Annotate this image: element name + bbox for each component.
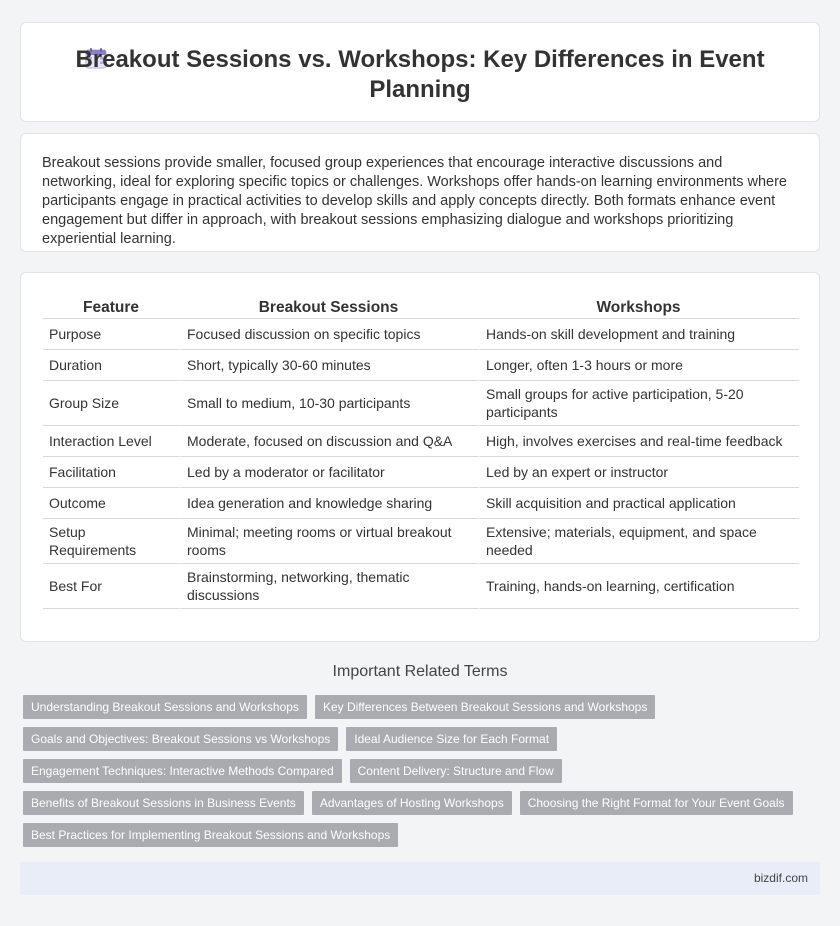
related-term-link[interactable]: Benefits of Breakout Sessions in Business Events [23, 791, 304, 815]
table-row [43, 426, 799, 457]
feature-cell: Setup Requirements [43, 519, 179, 564]
table-header-row [43, 295, 799, 319]
breakout-cell: Brainstorming, networking, thematic discussions [179, 564, 478, 609]
workshop-cell: Longer, often 1-3 hours or more [478, 350, 799, 381]
breakout-cell: Led by a moderator or facilitator [179, 457, 478, 488]
intro-paragraph: Breakout sessions provide smaller, focused group experiences that encourage interactive discussions and networking, ideal for exploring specific topics or challenges. Workshops offer hands-on learning environments where participants engage in practical activities to develop skills and apply concepts directly. Both formats enhance event engagement but differ in approach, with breakout sessions emphasizing dialogue and workshops prioritizing experiential learning. [42, 155, 788, 247]
breakout-cell: Focused discussion on specific topics [179, 319, 478, 350]
breakout-cell: Moderate, focused on discussion and Q&A [179, 426, 478, 457]
feature-cell: Purpose [43, 319, 179, 350]
table-row [43, 319, 799, 350]
breakout-cell: Short, typically 30-60 minutes [179, 350, 478, 381]
comparison-table [43, 295, 799, 609]
header-breakout-sessions: Breakout Sessions [179, 295, 478, 319]
workshop-cell: High, involves exercises and real-time feedback [478, 426, 799, 457]
related-terms-list [23, 695, 823, 847]
header-workshops: Workshops [478, 295, 799, 319]
page-title: Breakout Sessions vs. Workshops: Key Differences in Event Planning [75, 46, 765, 103]
header-feature: Feature [43, 295, 179, 319]
workshop-cell: Small groups for active participation, 5-20 participants [478, 381, 799, 426]
related-term-link[interactable]: Choosing the Right Format for Your Event Goals [520, 791, 793, 815]
related-term-link[interactable]: Content Delivery: Structure and Flow [350, 759, 562, 783]
feature-cell: Outcome [43, 488, 179, 519]
workshop-cell: Skill acquisition and practical application [478, 488, 799, 519]
footer [20, 862, 820, 895]
related-term-link[interactable]: Best Practices for Implementing Breakout Sessions and Workshops [23, 823, 398, 847]
site-link[interactable]: bizdif.com [753, 871, 808, 885]
feature-cell: Group Size [43, 381, 179, 426]
title-card [20, 22, 820, 122]
related-term-link[interactable]: Goals and Objectives: Breakout Sessions vs Workshops [23, 727, 338, 751]
feature-cell: Best For [43, 564, 179, 609]
feature-cell: Interaction Level [43, 426, 179, 457]
workshop-cell: Hands-on skill development and training [478, 319, 799, 350]
feature-cell: Duration [43, 350, 179, 381]
workshop-cell: Led by an expert or instructor [478, 457, 799, 488]
related-terms-heading: Important Related Terms [332, 663, 508, 680]
related-term-link[interactable]: Understanding Breakout Sessions and Workshops [23, 695, 307, 719]
workshop-cell: Extensive; materials, equipment, and space needed [478, 519, 799, 564]
breakout-cell: Minimal; meeting rooms or virtual breakout rooms [179, 519, 478, 564]
breakout-cell: Idea generation and knowledge sharing [179, 488, 478, 519]
related-term-link[interactable]: Key Differences Between Breakout Sessions and Workshops [315, 695, 655, 719]
table-row [43, 488, 799, 519]
table-row [43, 519, 799, 564]
comparison-card [20, 272, 820, 642]
breakout-cell: Small to medium, 10-30 participants [179, 381, 478, 426]
related-term-link[interactable]: Engagement Techniques: Interactive Methods Compared [23, 759, 342, 783]
table-row [43, 564, 799, 609]
workshop-cell: Training, hands-on learning, certification [478, 564, 799, 609]
table-row [43, 457, 799, 488]
intro-card [20, 133, 820, 252]
related-term-link[interactable]: Advantages of Hosting Workshops [312, 791, 512, 815]
feature-cell: Facilitation [43, 457, 179, 488]
table-row [43, 350, 799, 381]
related-term-link[interactable]: Ideal Audience Size for Each Format [346, 727, 557, 751]
table-row [43, 381, 799, 426]
